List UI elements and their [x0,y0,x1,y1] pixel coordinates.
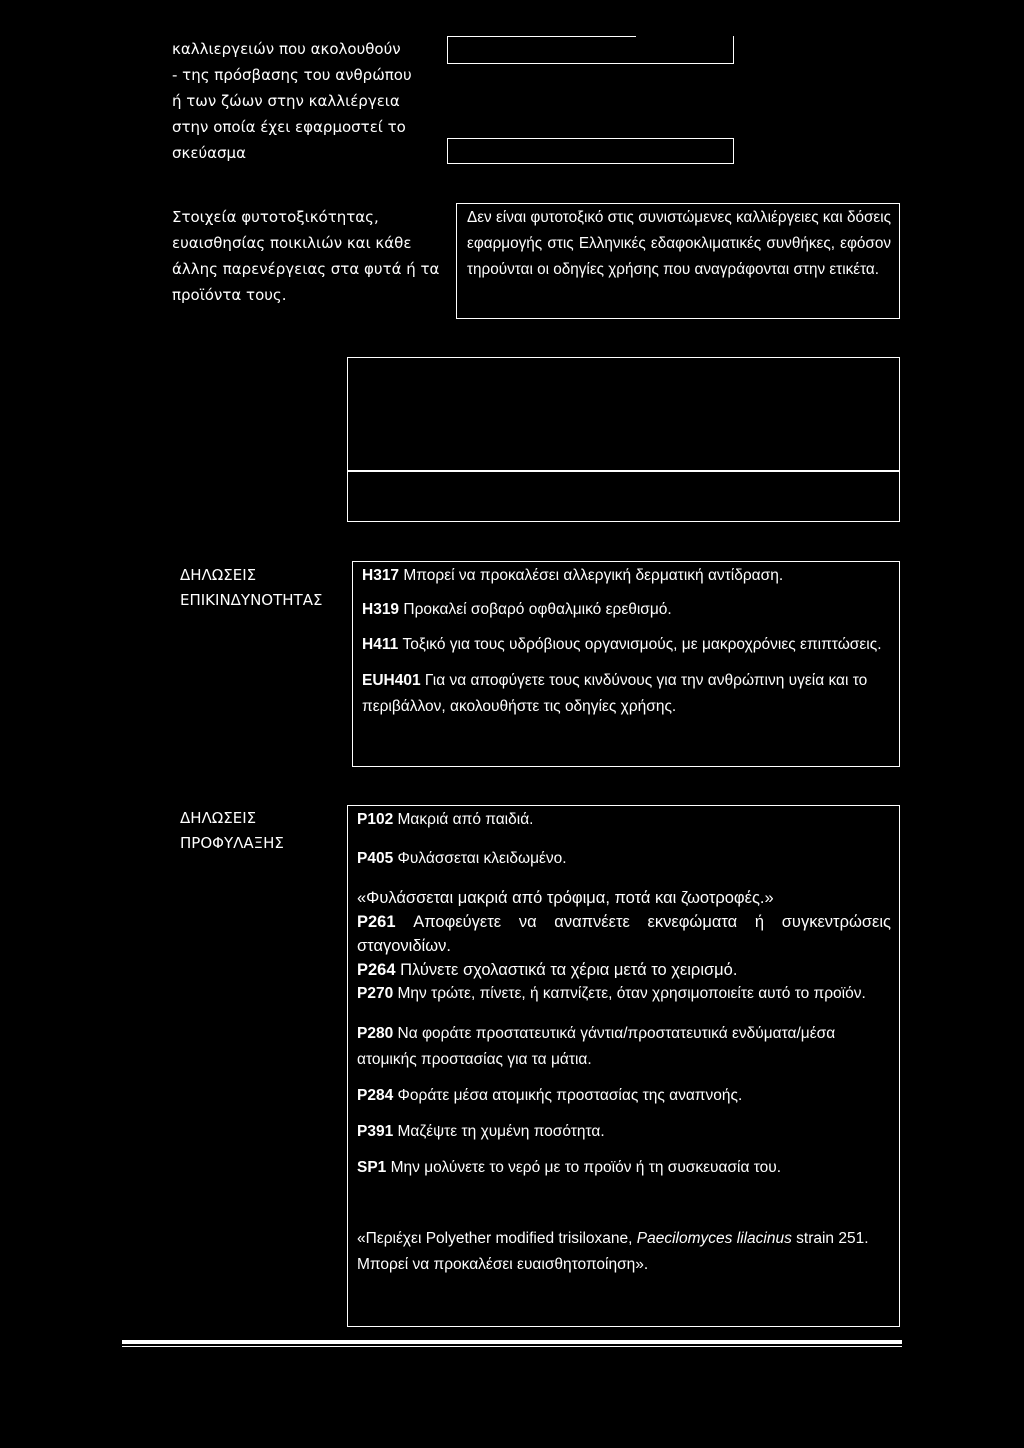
hazard-text: Προκαλεί σοβαρό οφθαλμικό ερεθισμό. [399,601,672,618]
precaution-statement [357,808,891,832]
precaution-text: Να φοράτε προστατευτικά γάντια/προστατευτικά ενδύματα/μέσα ατομικής προστασίας για τα μάτια. [357,1025,836,1068]
phytotoxicity-box [456,203,900,319]
precaution-text: Μακριά από παιδιά. [393,811,534,828]
hazard-statement [362,564,891,588]
precaution-statement [357,910,891,958]
precaution-code: P102 [357,811,394,828]
precaution-statement [357,1021,891,1073]
precaution-statement [357,958,891,982]
precaution-code: P391 [357,1123,394,1140]
precaution-code: SP1 [357,1159,387,1176]
phytotoxicity-text: Δεν είναι φυτοτοξικό στις συνιστώμενες καλλιέργειες και δόσεις εφαρμογής στις Ελληνικές εδαφοκλιματικές συνθήκες, εφόσον τηρούνται οι οδηγίες χρήσης που αναγράφονται στην ετικέτα. [467,209,891,278]
label-line: προϊόντα τους. [172,286,287,304]
label-line: ΔΗΛΩΣΕΙΣ [180,566,257,584]
precaution-label [180,806,284,856]
precaution-text: Μην μολύνετε το νερό με το προϊόν ή τη συσκευασία του. [386,1159,782,1176]
precaution-text: Μην τρώτε, πίνετε, ή καπνίζετε, όταν χρησιμοποιείτε αυτό το προϊόν. [393,985,866,1002]
label-line: ευαισθησίας ποικιλιών και κάθε [172,234,412,252]
text-line: σκεύασμα [172,144,246,162]
label-line: άλλης παρενέργειας στα φυτά ή τα [172,260,440,278]
food-note: «Φυλάσσεται μακριά από τρόφιμα, ποτά και ζωοτροφές.» [357,889,774,907]
precaution-text: Αποφεύγετε να αναπνέετε εκνεφώματα ή συγκεντρώσεις σταγονιδίων. [357,913,891,955]
precaution-code: P284 [357,1087,394,1104]
text-line: ή των ζώων στην καλλιέργεια [172,92,400,110]
hazard-label [180,563,322,613]
contains-prefix: «Περιέχει Polyether modified trisiloxane, [357,1230,637,1247]
empty-box-top [347,357,900,472]
precaution-text: Μαζέψτε τη χυμένη ποσότητα. [393,1123,605,1140]
bottom-rule [122,1340,902,1344]
precaution-code: P261 [357,913,396,931]
empty-cell-bottom [447,138,734,164]
hazard-text: Τοξικό για τους υδρόβιους οργανισμούς, με μακροχρόνιες επιπτώσεις. [398,636,882,653]
label-line: ΠΡΟΦΥΛΑΞΗΣ [180,834,284,852]
precaution-box [347,805,900,1327]
contains-note [357,1226,891,1278]
precaution-statement [357,1120,891,1144]
precaution-text: Πλύνετε σχολαστικά τα χέρια μετά το χειρισμό. [395,961,738,979]
contains-suffix: strain 251. Μπορεί να προκαλέσει ευαισθητοποίηση». [357,1230,869,1273]
contains-species: Paecilomyces lilacinus [636,1230,792,1247]
hazard-code: H411 [362,636,399,653]
hazard-statement [362,668,891,720]
precaution-code: P270 [357,985,394,1002]
hazard-text: Για να αποφύγετε τους κινδύνους για την ανθρώπινη υγεία και το περιβάλλον, ακολουθήστε τις οδηγίες χρήσης. [362,672,868,715]
empty-cell-top [447,36,734,64]
hazard-code: H317 [362,567,400,584]
label-line: ΔΗΛΩΣΕΙΣ [180,809,257,827]
precaution-statement [357,982,891,1006]
hazard-statement [362,632,891,658]
precaution-statement [357,1084,891,1108]
precaution-statement [357,1156,891,1180]
precaution-text: Φοράτε μέσα ατομικής προστασίας της αναπνοής. [393,1087,743,1104]
text-line: - της πρόσβασης του ανθρώπου [172,66,412,84]
label-line: ΕΠΙΚΙΝΔΥΝΟΤΗΤΑΣ [180,591,323,609]
hazard-box [352,561,900,767]
phytotoxicity-label [172,204,452,308]
precaution-statement [357,847,891,871]
precaution-code: P264 [357,961,396,979]
hazard-statement [362,598,891,622]
text-line: στην οποία έχει εφαρμοστεί το [172,118,406,136]
hazard-code: EUH401 [362,672,421,689]
bottom-rule-thin [122,1346,902,1347]
text-line: καλλιεργειών που ακολουθούν [172,40,401,58]
hazard-text: Μπορεί να προκαλέσει αλλεργική δερματική αντίδραση. [399,567,784,584]
hazard-code: H319 [362,601,400,618]
label-line: Στοιχεία φυτοτοξικότητας, [172,208,379,226]
top-left-text [172,36,442,166]
precaution-code: P405 [357,850,394,867]
precaution-code: P280 [357,1025,394,1042]
empty-box-bottom [347,470,900,522]
precaution-text: Φυλάσσεται κλειδωμένο. [393,850,567,867]
